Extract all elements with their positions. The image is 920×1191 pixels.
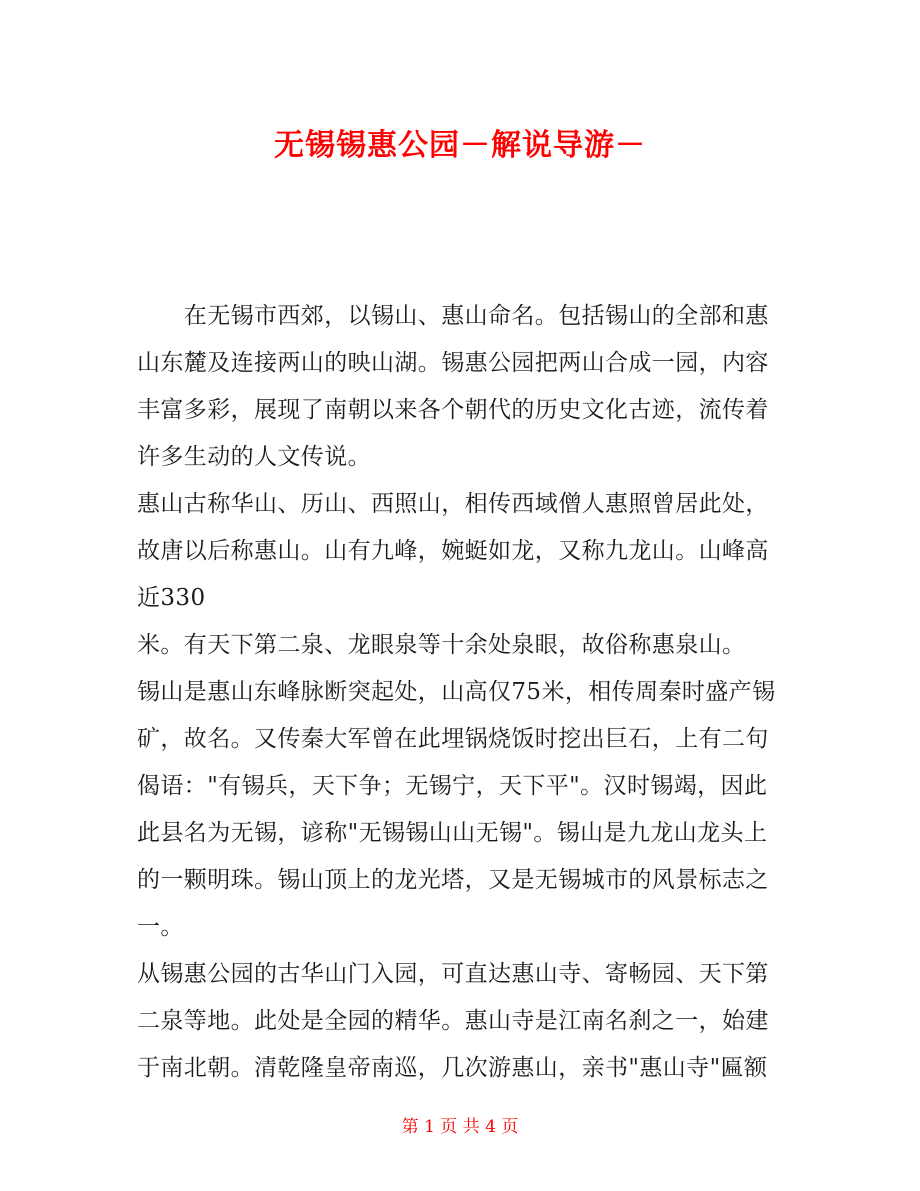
text-line: 此县名为无锡，谚称"无锡锡山山无锡"。锡山是九龙山龙头上 bbox=[137, 820, 768, 846]
text-line: 米。有天下第二泉、龙眼泉等十余处泉眼，故俗称惠泉山。 bbox=[137, 632, 746, 658]
page-footer: 第 1 页 共 4 页 bbox=[401, 1117, 519, 1137]
text-line: 山东麓及连接两山的映山湖。锡惠公园把两山合成一园，内容 bbox=[137, 350, 769, 376]
text-line: 丰富多彩，展现了南朝以来各个朝代的历史文化古迹，流传着 bbox=[137, 397, 769, 423]
document-title: 无锡锡惠公园－解说导游－ bbox=[274, 128, 646, 163]
text-line: 惠山古称华山、历山、西照山，相传西域僧人惠照曾居此处， bbox=[137, 491, 769, 517]
text-line: 偈语："有锡兵，天下争；无锡宁，天下平"。汉时锡竭，因此 bbox=[137, 773, 768, 799]
text-line: 在无锡市西郊，以锡山、惠山命名。包括锡山的全部和惠 bbox=[137, 303, 769, 329]
text-line: 从锡惠公园的古华山门入园，可直达惠山寺、寄畅园、天下第 bbox=[137, 961, 769, 987]
text-line: 近330 bbox=[137, 585, 206, 611]
text-line: 一。 bbox=[137, 914, 184, 940]
document-body bbox=[137, 293, 785, 1092]
text-line: 的一颗明珠。锡山顶上的龙光塔，又是无锡城市的风景标志之 bbox=[137, 867, 769, 893]
text-line: 许多生动的人文传说。 bbox=[137, 444, 371, 470]
text-line: 二泉等地。此处是全园的精华。惠山寺是江南名刹之一，始建 bbox=[137, 1008, 769, 1034]
text-line: 于南北朝。清乾隆皇帝南巡，几次游惠山，亲书"惠山寺"匾额 bbox=[137, 1055, 768, 1081]
text-line: 锡山是惠山东峰脉断突起处，山高仅75米，相传周秦时盛产锡 bbox=[137, 679, 776, 705]
text-line: 故唐以后称惠山。山有九峰，婉蜓如龙，又称九龙山。山峰高 bbox=[137, 538, 769, 564]
text-line: 矿，故名。又传秦大军曾在此埋锅烧饭时挖出巨石，上有二句 bbox=[137, 726, 769, 752]
